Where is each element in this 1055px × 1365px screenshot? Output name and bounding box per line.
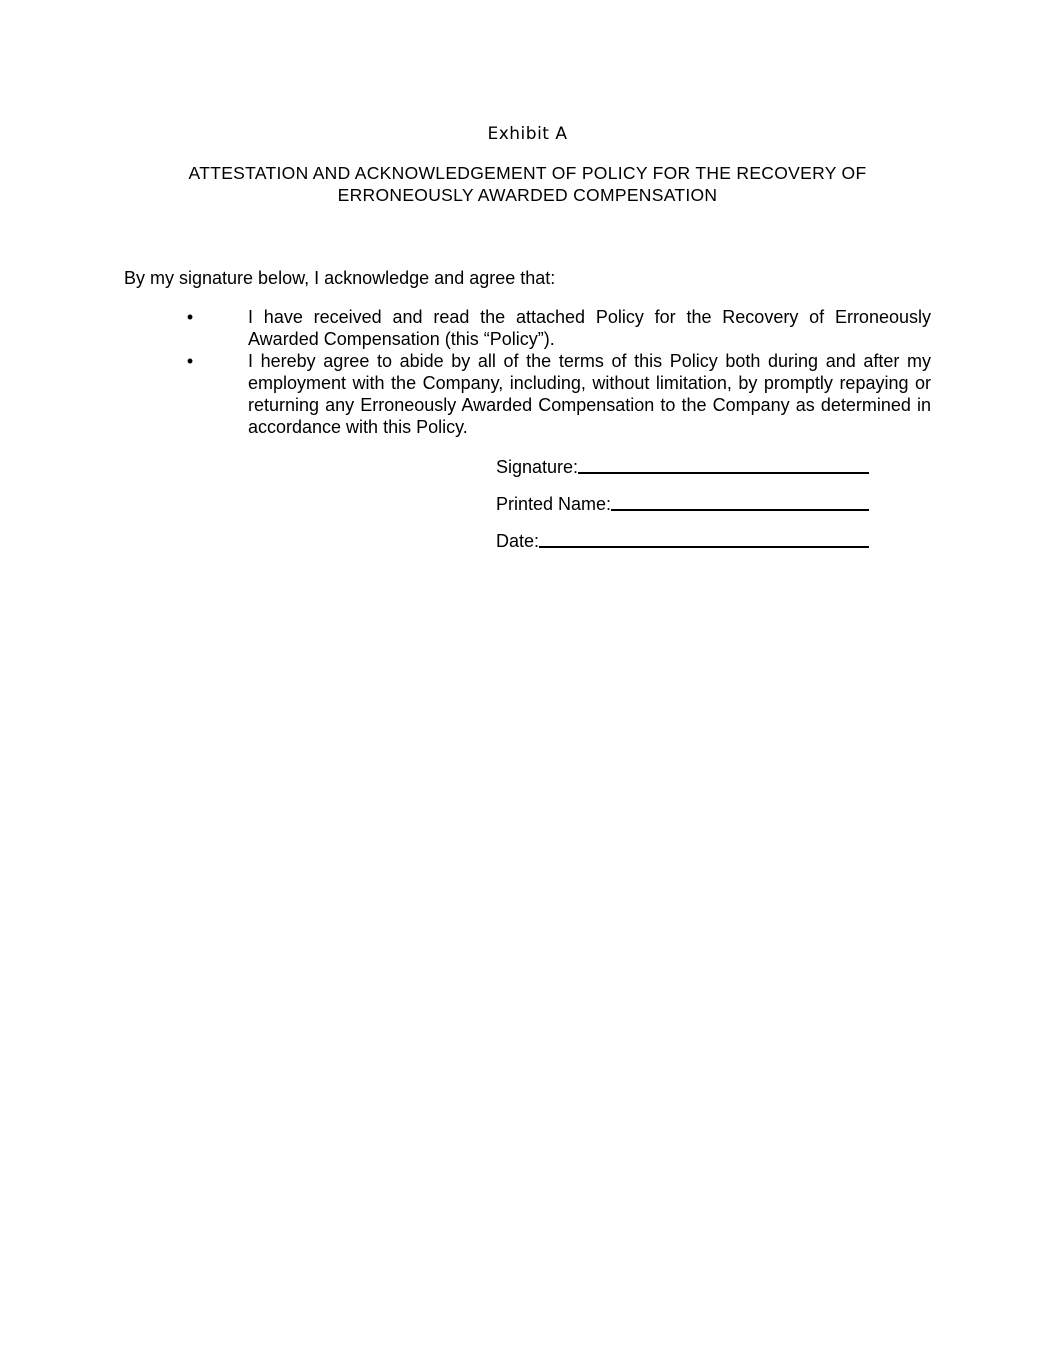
date-line[interactable] [539,528,869,548]
intro-statement: By my signature below, I acknowledge and agree that: [124,268,556,288]
document-title [124,162,931,206]
document-title-line-1: ATTESTATION AND ACKNOWLEDGEMENT OF POLICY FOR THE RECOVERY OF [188,163,867,183]
signature-label: Signature: [496,457,579,477]
bullet-icon: • [186,351,194,371]
exhibit-label: Exhibit A [487,124,568,144]
acknowledgement-text: I hereby agree to abide by all of the terms of this Policy both during and after my employment with the Company, including, without limitation, by promptly repaying or returning any Erroneously Awarded Compensation to the Company as determined in accordance with this Policy. [248,351,931,437]
acknowledgement-item [124,306,931,350]
printed-name-line[interactable] [611,491,869,511]
bullet-icon: • [186,307,194,327]
signature-block [496,452,876,563]
printed-name-row [496,489,876,515]
signature-line[interactable] [578,454,869,474]
date-label: Date: [496,531,540,551]
printed-name-label: Printed Name: [496,494,612,514]
acknowledgement-list [124,306,931,438]
signature-row [496,452,876,478]
date-row [496,526,876,552]
acknowledgement-text: I have received and read the attached Policy for the Recovery of Erroneously Awarded Compensation (this “Policy”). [248,307,931,349]
document-title-line-2: ERRONEOUSLY AWARDED COMPENSATION [337,185,718,205]
acknowledgement-item [124,350,931,438]
